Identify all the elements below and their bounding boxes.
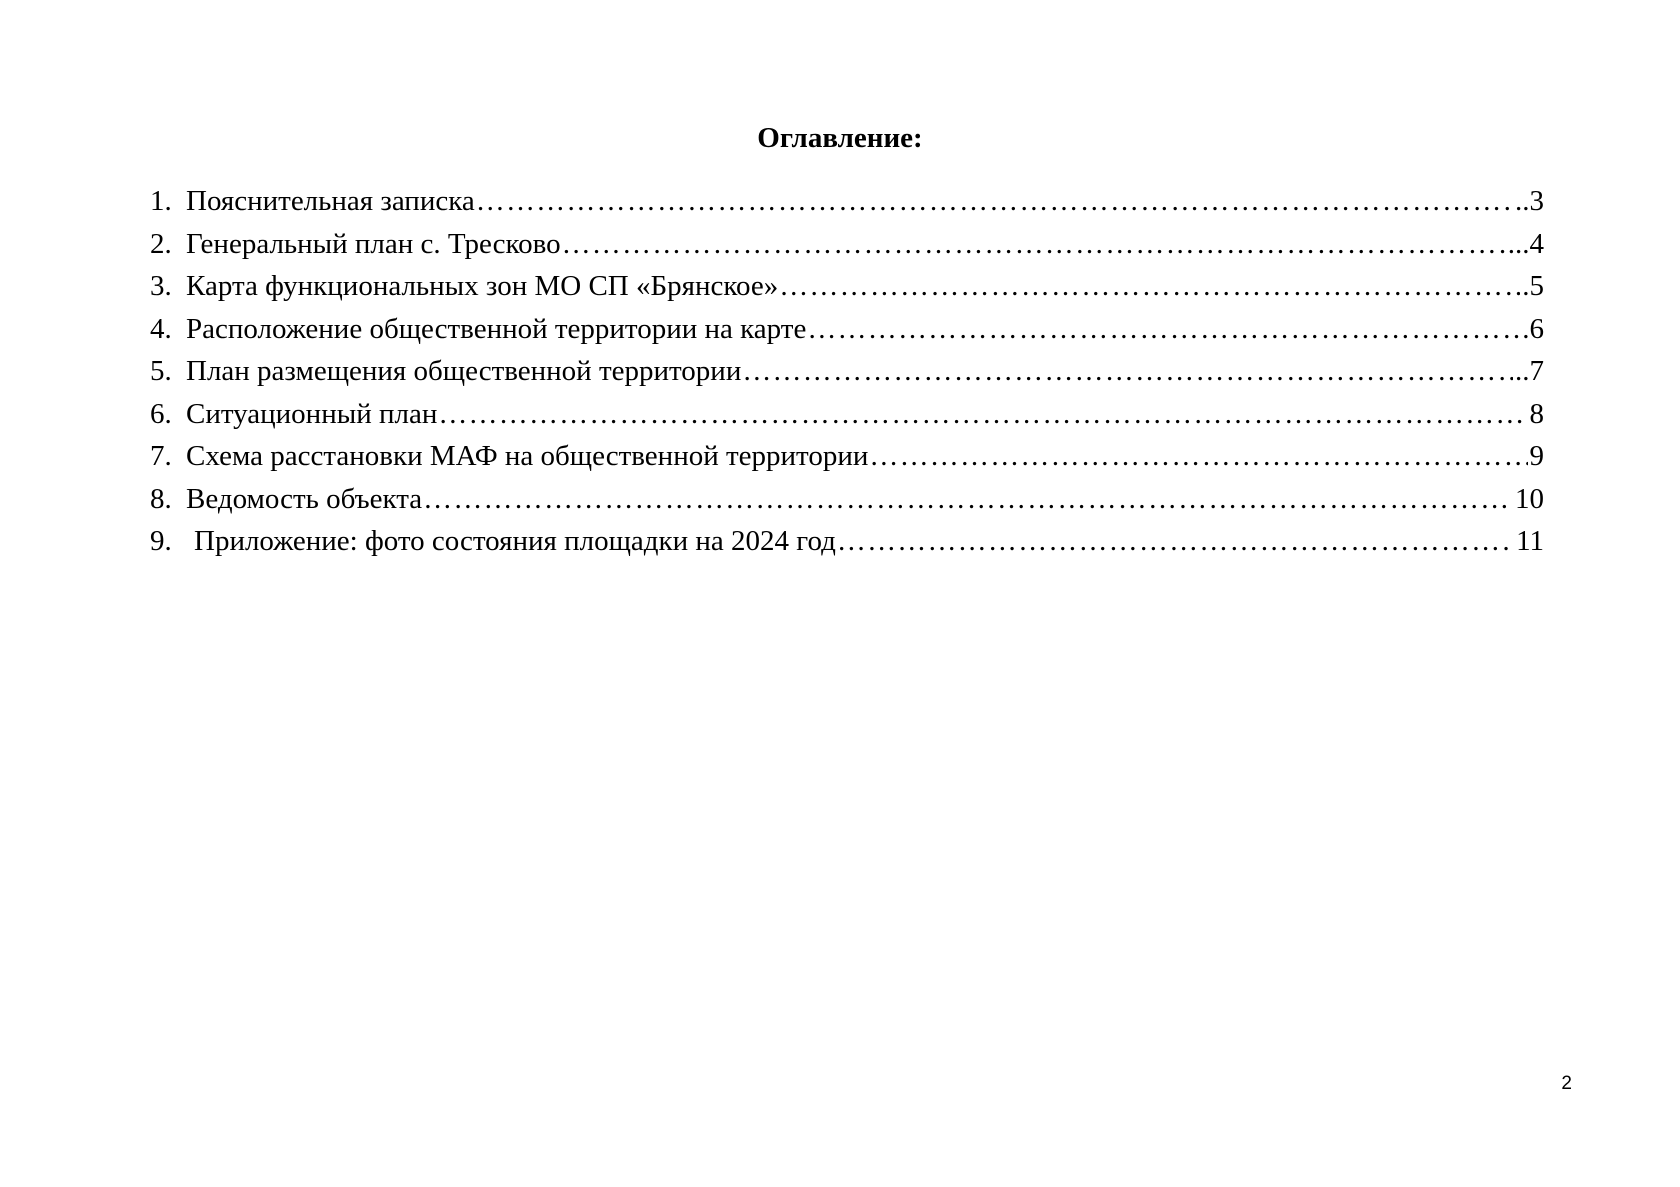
toc-entry-number: 8. xyxy=(150,482,172,515)
toc-entry-page: 11 xyxy=(1516,525,1544,557)
toc-entry-number: 9. xyxy=(150,525,172,557)
toc-dot-leader xyxy=(807,308,1520,351)
toc-entry-title: Схема расстановки МАФ на общественной территории xyxy=(186,440,869,472)
toc-entry-title: Генеральный план с. Тресково xyxy=(186,227,561,260)
toc-entry-title: Расположение общественной территории на карте xyxy=(186,312,807,345)
toc-entry-number: 3. xyxy=(150,270,172,302)
toc-entry-page: .5 xyxy=(1522,270,1544,302)
toc-entry-title: Ситуационный план xyxy=(186,397,438,430)
toc-entry xyxy=(150,223,1544,266)
toc-dot-leader xyxy=(779,265,1520,308)
toc-entry-title: Пояснительная записка xyxy=(186,185,475,217)
toc-title: Оглавление: xyxy=(757,122,923,154)
page-number: 2 xyxy=(1561,1073,1572,1094)
toc-entry-page: ..7 xyxy=(1515,355,1544,387)
toc-entry-title: Приложение: фото состояния площадки на 2024 год xyxy=(194,525,836,557)
toc-entry-title: План размещения общественной территории xyxy=(186,355,742,387)
toc-dot-leader xyxy=(837,520,1514,563)
toc-entry-page: 9 xyxy=(1529,440,1544,472)
toc-dot-leader xyxy=(742,350,1513,393)
table-of-contents xyxy=(150,180,1544,563)
toc-dot-leader xyxy=(438,393,1527,436)
toc-entry-number: 7. xyxy=(150,440,172,472)
toc-entry-number: 6. xyxy=(150,397,172,430)
toc-entry-page: 10 xyxy=(1515,482,1544,515)
toc-entry xyxy=(150,435,1544,478)
toc-entry-number: 1. xyxy=(150,185,172,217)
toc-entry xyxy=(150,350,1544,393)
toc-entry-page: ..3 xyxy=(1515,185,1544,217)
toc-entry-number: 4. xyxy=(150,312,172,345)
toc-entry xyxy=(150,308,1544,351)
toc-entry xyxy=(150,520,1544,563)
toc-entry-title: Ведомость объекта xyxy=(186,482,423,515)
toc-entry xyxy=(150,180,1544,223)
toc-dot-leader xyxy=(423,478,1513,521)
toc-dot-leader xyxy=(476,180,1513,223)
toc-entry-number: 2. xyxy=(150,227,172,260)
toc-entry xyxy=(150,265,1544,308)
toc-entry-title: Карта функциональных зон МО СП «Брянское» xyxy=(186,270,779,302)
toc-entry xyxy=(150,478,1544,521)
toc-entry-page: .6 xyxy=(1522,312,1544,345)
toc-dot-leader xyxy=(869,435,1527,478)
toc-entry-page: ...4 xyxy=(1507,227,1544,260)
toc-entry xyxy=(150,393,1544,436)
toc-entry-page: 8 xyxy=(1529,397,1544,430)
toc-entry-number: 5. xyxy=(150,355,172,387)
toc-dot-leader xyxy=(562,223,1506,266)
